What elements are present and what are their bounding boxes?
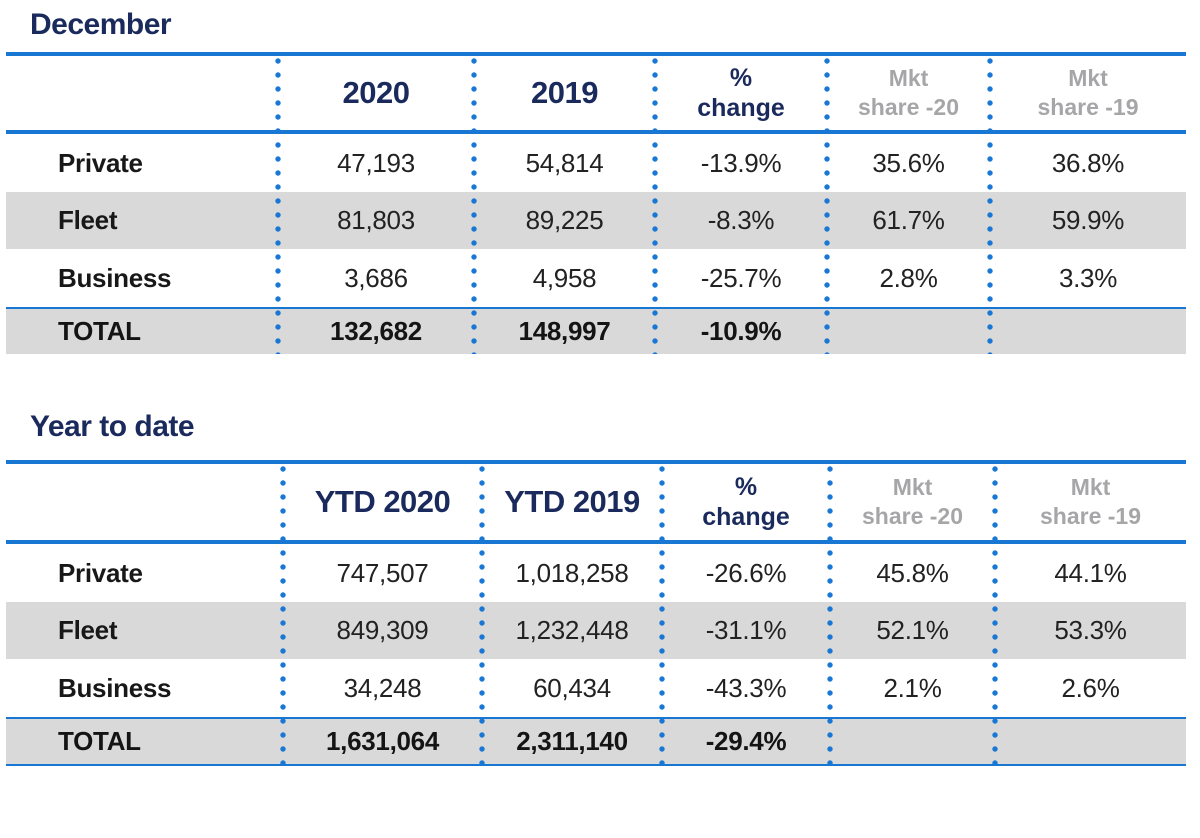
header-pct-change: % change — [702, 473, 790, 531]
header-2019: 2019 — [531, 74, 598, 110]
row-label: Business — [58, 262, 172, 293]
cell-mkt-19: 44.1% — [1054, 557, 1127, 588]
ytd-title: Year to date — [30, 410, 195, 443]
cell-pct-change: -29.4% — [705, 726, 787, 756]
row-label: Private — [58, 557, 143, 588]
row-business — [6, 249, 1186, 307]
cell-mkt-19: 3.3% — [1058, 262, 1118, 293]
cell-ytd-2019: 2,311,140 — [516, 726, 628, 756]
row-private — [6, 544, 1186, 602]
cell-mkt-19: 59.9% — [1051, 205, 1125, 235]
row-label: Private — [58, 147, 143, 178]
header-ytd-2020: YTD 2020 — [314, 483, 451, 519]
cell-pct-change: -43.3% — [705, 672, 787, 703]
cell-pct-change: -10.9% — [700, 316, 782, 346]
cell-2019: 89,225 — [525, 205, 604, 235]
cell-mkt-20: 45.8% — [876, 557, 949, 588]
cell-mkt-20: 52.1% — [876, 615, 949, 645]
table-header-row — [6, 56, 1186, 134]
cell-2019: 54,814 — [525, 147, 604, 178]
row-fleet — [6, 192, 1186, 249]
cell-pct-change: -31.1% — [705, 615, 787, 645]
cell-2019: 148,997 — [518, 316, 611, 346]
ytd-table — [6, 460, 1186, 766]
cell-pct-change: -13.9% — [700, 147, 782, 178]
cell-mkt-20: 61.7% — [872, 205, 945, 235]
row-business — [6, 659, 1186, 717]
row-label: Business — [58, 672, 172, 703]
table-header-row — [6, 464, 1186, 544]
row-private — [6, 134, 1186, 192]
header-mkt-share-20: Mkt share -20 — [857, 65, 959, 120]
row-total — [6, 717, 1186, 764]
cell-2020: 81,803 — [337, 205, 415, 235]
header-mkt-share-20: Mkt share -20 — [861, 474, 963, 529]
cell-mkt-20: 35.6% — [872, 147, 945, 178]
cell-ytd-2020: 34,248 — [343, 672, 422, 703]
cell-2019: 4,958 — [532, 262, 597, 293]
cell-2020: 3,686 — [344, 262, 408, 293]
row-fleet — [6, 602, 1186, 659]
header-2020: 2020 — [342, 74, 410, 110]
december-table — [6, 52, 1186, 354]
cell-ytd-2019: 1,232,448 — [515, 615, 629, 645]
header-mkt-share-19: Mkt share -19 — [1039, 474, 1141, 529]
cell-pct-change: -8.3% — [707, 205, 775, 235]
cell-pct-change: -25.7% — [700, 262, 782, 293]
header-pct-change: % change — [697, 64, 785, 122]
cell-mkt-20: 2.1% — [883, 672, 942, 703]
row-label: TOTAL — [58, 726, 141, 756]
cell-mkt-19: 53.3% — [1054, 615, 1127, 645]
header-mkt-share-19: Mkt share -19 — [1037, 65, 1139, 120]
registrations-report — [0, 8, 1200, 838]
row-label: TOTAL — [58, 316, 141, 346]
cell-ytd-2020: 849,309 — [336, 615, 429, 645]
row-label: Fleet — [58, 615, 118, 645]
header-ytd-2019: YTD 2019 — [504, 483, 640, 519]
row-total — [6, 307, 1186, 354]
cell-mkt-19: 2.6% — [1061, 672, 1120, 703]
cell-mkt-20: 2.8% — [879, 262, 938, 293]
cell-pct-change: -26.6% — [705, 557, 787, 588]
cell-ytd-2020: 1,631,064 — [326, 726, 439, 756]
december-title: December — [30, 8, 172, 41]
row-label: Fleet — [58, 205, 118, 235]
cell-ytd-2019: 60,434 — [533, 672, 611, 703]
cell-2020: 132,682 — [330, 316, 422, 346]
cell-2020: 47,193 — [337, 147, 415, 178]
cell-ytd-2019: 1,018,258 — [515, 557, 629, 588]
cell-mkt-19: 36.8% — [1051, 147, 1125, 178]
cell-ytd-2020: 747,507 — [336, 557, 429, 588]
